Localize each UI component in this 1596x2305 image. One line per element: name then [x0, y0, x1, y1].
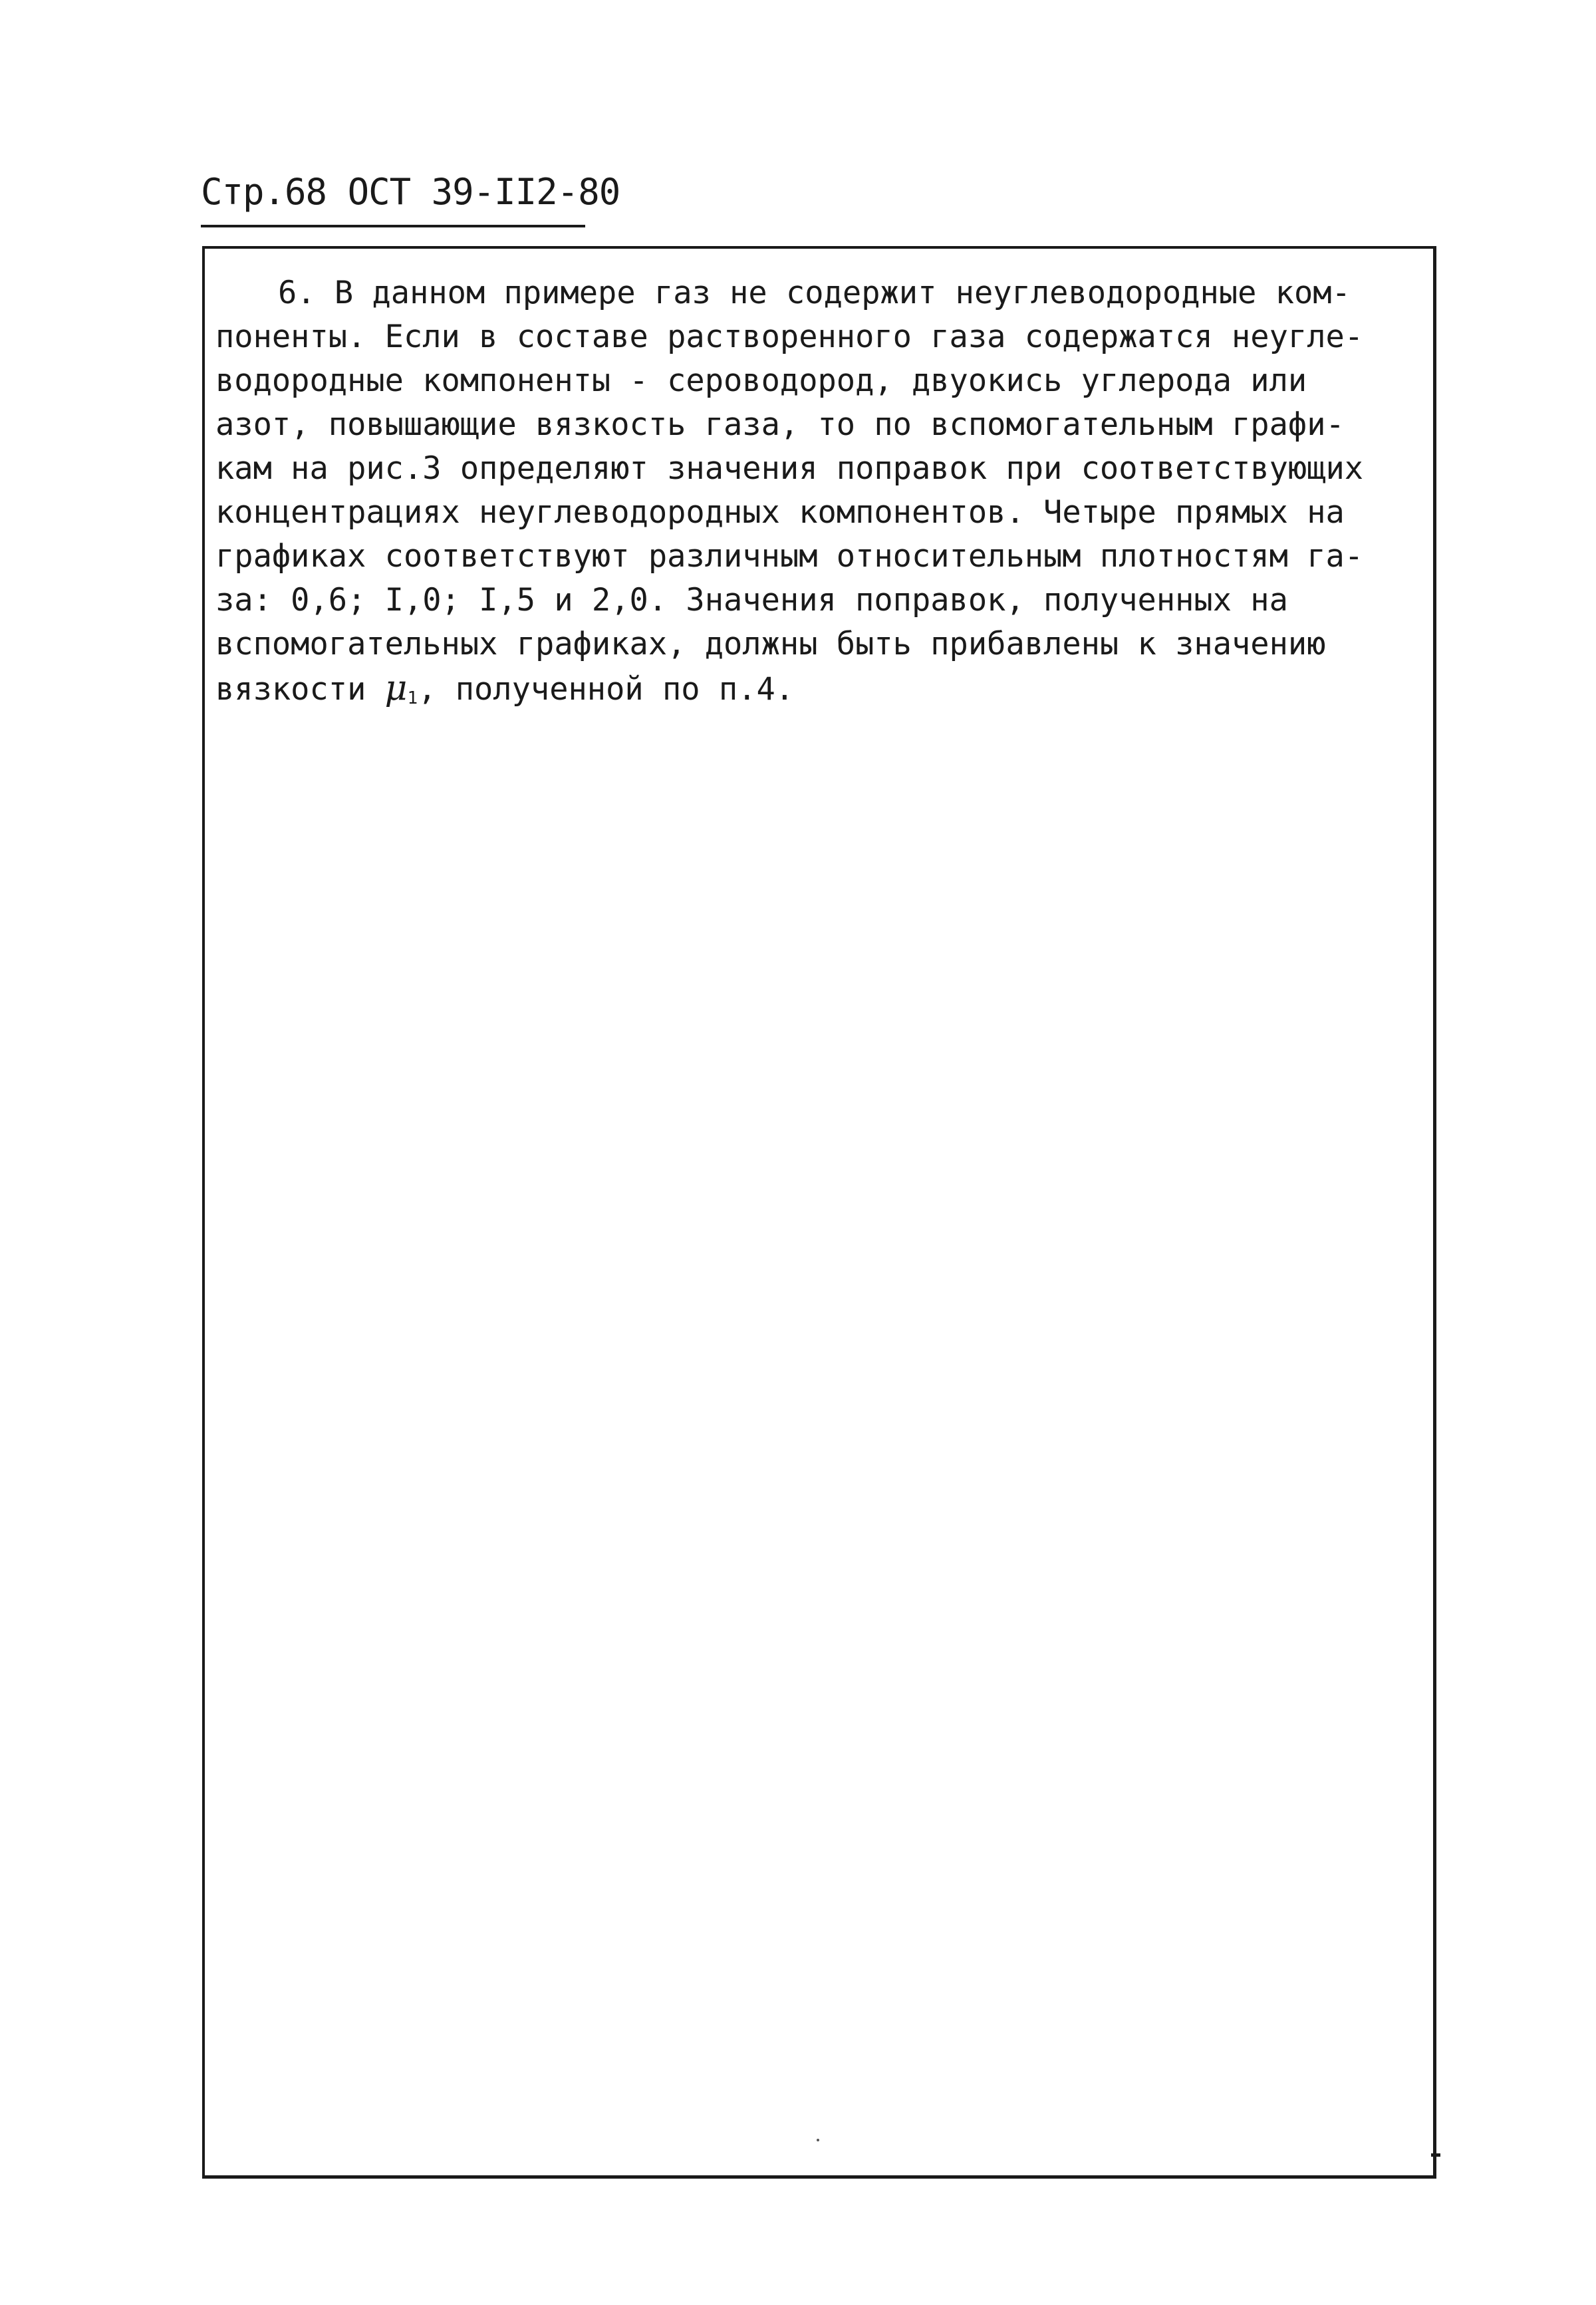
last-line-start: вязкости	[215, 671, 385, 708]
scan-speck	[817, 2139, 819, 2141]
frame-corner-mark	[1431, 2153, 1440, 2157]
text-line-last	[215, 666, 1432, 710]
text-line: 6. В данном примере газ не содержит неуглеводородные ком-	[278, 275, 1351, 311]
page-header: Стр.68 ОСТ 39-II2-80	[201, 171, 620, 213]
text-line: водородные компоненты - сероводород, двуокись углерода или	[215, 362, 1307, 399]
text-line: за: 0,6; I,0; I,5 и 2,0. Значения поправок, полученных на	[215, 582, 1288, 618]
text-line: концентрациях неуглеводородных компонентов. Четыре прямых на	[215, 494, 1345, 531]
last-line-end: , полученной по п.4.	[418, 671, 795, 708]
text-line: азот, повышающие вязкость газа, то по вспомогательным графи-	[215, 406, 1345, 443]
text-line: поненты. Если в составе растворенного газа содержатся неугле-	[215, 319, 1364, 355]
text-line: вспомогательных графиках, должны быть прибавлены к значению	[215, 626, 1326, 662]
viscosity-symbol: μ	[384, 668, 408, 708]
text-line: кам на рис.3 определяют значения поправок при соответствующих	[215, 450, 1364, 487]
paragraph-6	[215, 271, 1432, 710]
viscosity-subscript: 1	[407, 688, 418, 708]
text-line: графиках соответствуют различным относительным плотностям га-	[215, 538, 1364, 575]
header-underline	[201, 225, 585, 227]
